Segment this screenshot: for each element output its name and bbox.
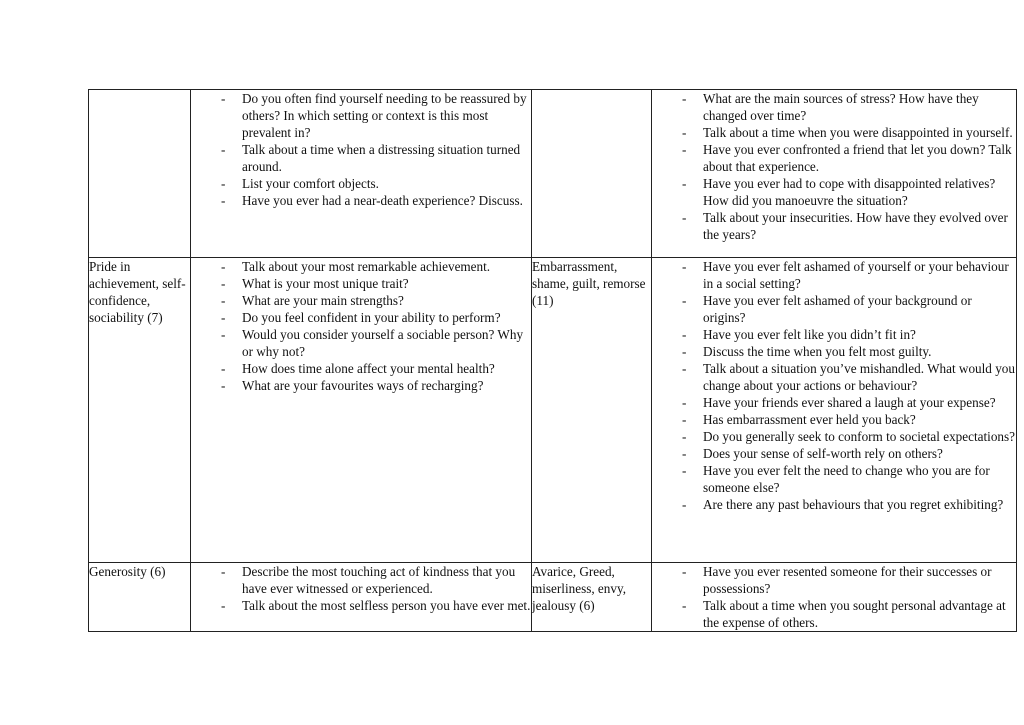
question-item [652, 258, 1016, 292]
question-text: What are your favourites ways of recharging? [242, 378, 484, 393]
question-text: Have you ever had to cope with disappointed relatives? How did you manoeuvre the situation? [703, 176, 996, 208]
question-item [191, 360, 531, 377]
dash-bullet: - [221, 327, 226, 342]
dash-bullet: - [682, 210, 687, 225]
right-category-cell [532, 90, 652, 258]
dash-bullet: - [682, 293, 687, 308]
question-text: Talk about the most selfless person you have ever met. [242, 598, 531, 613]
question-item [652, 411, 1016, 428]
dash-bullet: - [682, 429, 687, 444]
question-text: List your comfort objects. [242, 176, 379, 191]
question-item [652, 394, 1016, 411]
left-questions-cell [191, 258, 532, 563]
question-text: Would you consider yourself a sociable person? Why or why not? [242, 327, 524, 359]
question-item [652, 209, 1016, 243]
dash-bullet: - [221, 361, 226, 376]
question-text: Have your friends ever shared a laugh at your expense? [703, 395, 996, 410]
dash-bullet: - [221, 293, 226, 308]
question-text: What are your main strengths? [242, 293, 404, 308]
question-item [191, 192, 531, 209]
right-questions-cell [652, 258, 1017, 563]
dash-bullet: - [682, 327, 687, 342]
question-item [191, 326, 531, 360]
question-text: Talk about a situation you’ve mishandled. What would you change about your actions or behaviour? [703, 361, 1015, 393]
question-item [652, 90, 1016, 124]
question-item [191, 258, 531, 275]
dash-bullet: - [221, 310, 226, 325]
dash-bullet: - [221, 564, 226, 579]
question-list [191, 563, 531, 614]
table-row [89, 90, 1017, 258]
dash-bullet: - [682, 344, 687, 359]
question-text: What is your most unique trait? [242, 276, 409, 291]
question-item [652, 597, 1016, 631]
dash-bullet: - [221, 91, 226, 106]
right-questions-cell [652, 563, 1017, 632]
dash-bullet: - [682, 412, 687, 427]
dash-bullet: - [682, 259, 687, 274]
dash-bullet: - [682, 564, 687, 579]
question-list [191, 258, 531, 394]
dash-bullet: - [221, 598, 226, 613]
table-body [89, 90, 1017, 632]
dash-bullet: - [682, 497, 687, 512]
dash-bullet: - [221, 378, 226, 393]
question-text: Have you ever confronted a friend that let you down? Talk about that experience. [703, 142, 1012, 174]
dash-bullet: - [682, 176, 687, 191]
question-item [652, 462, 1016, 496]
dash-bullet: - [221, 193, 226, 208]
question-text: Talk about your most remarkable achievement. [242, 259, 491, 274]
question-text: Have you ever resented someone for their successes or possessions? [703, 564, 992, 596]
question-text: How does time alone affect your mental health? [242, 361, 495, 376]
question-text: Has embarrassment ever held you back? [703, 412, 916, 427]
left-questions-cell [191, 90, 532, 258]
question-list [652, 258, 1016, 513]
question-item [191, 292, 531, 309]
question-text: Have you ever felt the need to change who you are for someone else? [703, 463, 990, 495]
right-category-cell: Embarrassment, shame, guilt, remorse (11) [532, 258, 652, 563]
dash-bullet: - [221, 176, 226, 191]
right-category-cell: Avarice, Greed, miserliness, envy, jealousy (6) [532, 563, 652, 632]
question-item [652, 141, 1016, 175]
question-item [652, 343, 1016, 360]
dash-bullet: - [682, 91, 687, 106]
dash-bullet: - [221, 259, 226, 274]
question-text: Have you ever had a near-death experience? Discuss. [242, 193, 523, 208]
question-item [652, 563, 1016, 597]
question-text: Have you ever felt like you didn’t fit in? [703, 327, 916, 342]
question-list [191, 90, 531, 209]
question-list [652, 563, 1016, 631]
dash-bullet: - [682, 361, 687, 376]
question-item [191, 597, 531, 614]
dash-bullet: - [682, 142, 687, 157]
dash-bullet: - [221, 276, 226, 291]
question-text: Do you generally seek to conform to societal expectations? [703, 429, 1015, 444]
question-item [191, 275, 531, 292]
question-text: Talk about a time when a distressing situation turned around. [242, 142, 521, 174]
dash-bullet: - [682, 125, 687, 140]
question-text: Talk about your insecurities. How have they evolved over the years? [703, 210, 1008, 242]
question-item [652, 124, 1016, 141]
question-item [652, 360, 1016, 394]
left-questions-cell [191, 563, 532, 632]
question-text: Are there any past behaviours that you regret exhibiting? [703, 497, 1004, 512]
left-category-cell: Generosity (6) [89, 563, 191, 632]
question-item [191, 377, 531, 394]
dash-bullet: - [682, 395, 687, 410]
question-item [191, 90, 531, 141]
question-text: Do you often find yourself needing to be reassured by others? In which setting or context is this most prevalent in? [242, 91, 527, 140]
question-item [191, 141, 531, 175]
question-item [652, 175, 1016, 209]
table-row [89, 563, 1017, 632]
question-item [652, 326, 1016, 343]
left-category-cell: Pride in achievement, self-confidence, sociability (7) [89, 258, 191, 563]
table-row [89, 258, 1017, 563]
question-text: Describe the most touching act of kindness that you have ever witnessed or experienced. [242, 564, 516, 596]
left-category-cell [89, 90, 191, 258]
dash-bullet: - [682, 463, 687, 478]
dash-bullet: - [221, 142, 226, 157]
question-item [652, 292, 1016, 326]
question-list [652, 90, 1016, 243]
questions-table [88, 89, 1017, 632]
question-text: Discuss the time when you felt most guilty. [703, 344, 932, 359]
question-text: What are the main sources of stress? How have they changed over time? [703, 91, 979, 123]
question-item [652, 496, 1016, 513]
question-item [191, 175, 531, 192]
question-item [191, 563, 531, 597]
dash-bullet: - [682, 446, 687, 461]
question-text: Does your sense of self-worth rely on others? [703, 446, 943, 461]
question-text: Do you feel confident in your ability to perform? [242, 310, 501, 325]
right-questions-cell [652, 90, 1017, 258]
question-text: Talk about a time when you sought personal advantage at the expense of others. [703, 598, 1006, 630]
question-item [652, 428, 1016, 445]
question-item [652, 445, 1016, 462]
dash-bullet: - [682, 598, 687, 613]
question-text: Talk about a time when you were disappointed in yourself. [703, 125, 1013, 140]
question-text: Have you ever felt ashamed of your background or origins? [703, 293, 972, 325]
question-item [191, 309, 531, 326]
question-text: Have you ever felt ashamed of yourself or your behaviour in a social setting? [703, 259, 1009, 291]
